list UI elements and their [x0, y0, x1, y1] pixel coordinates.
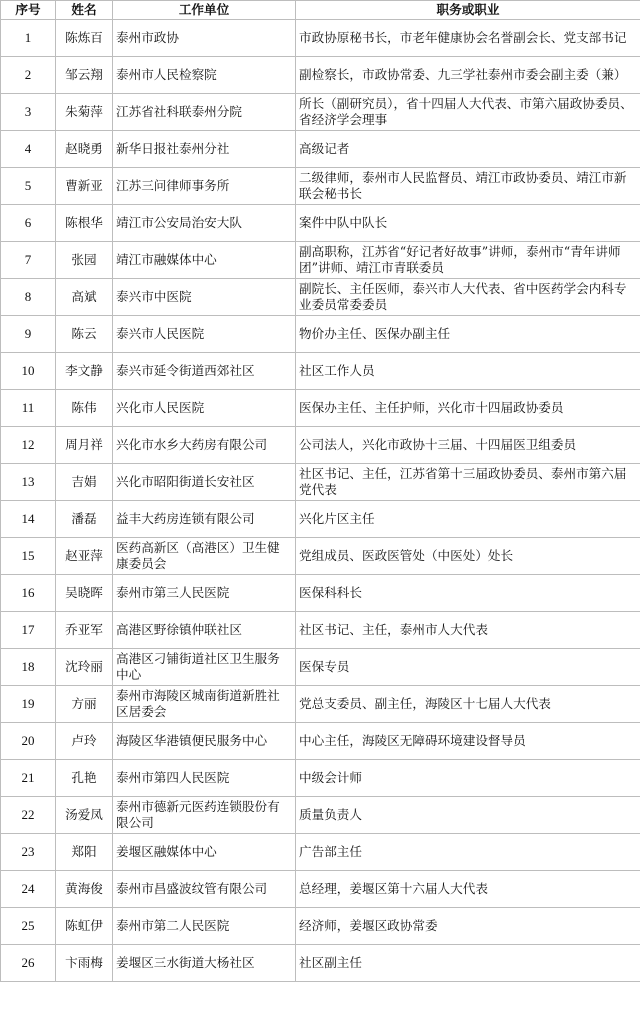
table-row — [1, 94, 640, 131]
cell-unit: 泰州市第四人民医院 — [113, 760, 296, 797]
cell-name: 周月祥 — [56, 427, 113, 464]
cell-role: 医保办主任、主任护师，兴化市十四届政协委员 — [296, 390, 640, 427]
cell-seq: 3 — [1, 94, 56, 131]
cell-role: 案件中队中队长 — [296, 205, 640, 242]
cell-role: 质量负责人 — [296, 797, 640, 834]
table-row — [1, 464, 640, 501]
cell-name: 沈玲丽 — [56, 649, 113, 686]
cell-name: 陈炼百 — [56, 20, 113, 57]
table-row — [1, 686, 640, 723]
cell-role: 副检察长，市政协常委、九三学社泰州市委会副主委（兼） — [296, 57, 640, 94]
cell-unit: 海陵区华港镇便民服务中心 — [113, 723, 296, 760]
table-row — [1, 612, 640, 649]
table-row — [1, 649, 640, 686]
cell-unit: 姜堰区三水街道大杨社区 — [113, 945, 296, 982]
cell-name: 吴晓晖 — [56, 575, 113, 612]
cell-role: 医保专员 — [296, 649, 640, 686]
cell-name: 高斌 — [56, 279, 113, 316]
cell-role: 副高职称，江苏省“好记者好故事”讲师，泰州市“青年讲师团”讲师、靖江市青联委员 — [296, 242, 640, 279]
cell-name: 乔亚军 — [56, 612, 113, 649]
cell-seq: 9 — [1, 316, 56, 353]
cell-unit: 泰州市第三人民医院 — [113, 575, 296, 612]
cell-unit: 江苏三问律师事务所 — [113, 168, 296, 205]
cell-seq: 11 — [1, 390, 56, 427]
cell-seq: 25 — [1, 908, 56, 945]
table-row — [1, 538, 640, 575]
cell-unit: 兴化市昭阳街道长安社区 — [113, 464, 296, 501]
cell-seq: 13 — [1, 464, 56, 501]
table-row — [1, 131, 640, 168]
cell-unit: 新华日报社泰州分社 — [113, 131, 296, 168]
table-row — [1, 316, 640, 353]
cell-role: 广告部主任 — [296, 834, 640, 871]
cell-role: 中心主任，海陵区无障碍环境建设督导员 — [296, 723, 640, 760]
cell-unit: 泰兴市人民医院 — [113, 316, 296, 353]
cell-name: 朱菊萍 — [56, 94, 113, 131]
cell-role: 二级律师，泰州市人民监督员、靖江市政协委员、靖江市新联会秘书长 — [296, 168, 640, 205]
cell-seq: 26 — [1, 945, 56, 982]
cell-unit: 泰州市昌盛波纹管有限公司 — [113, 871, 296, 908]
table-row — [1, 205, 640, 242]
cell-seq: 16 — [1, 575, 56, 612]
cell-name: 潘磊 — [56, 501, 113, 538]
table-row — [1, 871, 640, 908]
cell-unit: 泰州市政协 — [113, 20, 296, 57]
cell-name: 陈伟 — [56, 390, 113, 427]
cell-role: 党组成员、医政医管处（中医处）处长 — [296, 538, 640, 575]
table-row — [1, 353, 640, 390]
header-unit: 工作单位 — [113, 1, 296, 20]
table-row — [1, 797, 640, 834]
cell-role: 高级记者 — [296, 131, 640, 168]
cell-seq: 22 — [1, 797, 56, 834]
cell-seq: 15 — [1, 538, 56, 575]
cell-unit: 兴化市水乡大药房有限公司 — [113, 427, 296, 464]
cell-role: 社区书记、主任，江苏省第十三届政协委员、泰州市第六届党代表 — [296, 464, 640, 501]
cell-name: 赵晓勇 — [56, 131, 113, 168]
cell-seq: 19 — [1, 686, 56, 723]
cell-name: 李文静 — [56, 353, 113, 390]
table-row — [1, 575, 640, 612]
cell-name: 张园 — [56, 242, 113, 279]
cell-seq: 2 — [1, 57, 56, 94]
cell-seq: 17 — [1, 612, 56, 649]
cell-seq: 21 — [1, 760, 56, 797]
cell-name: 卞雨梅 — [56, 945, 113, 982]
table-row — [1, 57, 640, 94]
header-seq: 序号 — [1, 1, 56, 20]
table-row — [1, 760, 640, 797]
cell-seq: 14 — [1, 501, 56, 538]
cell-unit: 泰兴市中医院 — [113, 279, 296, 316]
cell-role: 公司法人，兴化市政协十三届、十四届医卫组委员 — [296, 427, 640, 464]
cell-name: 吉娟 — [56, 464, 113, 501]
cell-unit: 泰州市海陵区城南街道新胜社区居委会 — [113, 686, 296, 723]
cell-name: 陈云 — [56, 316, 113, 353]
cell-seq: 18 — [1, 649, 56, 686]
table-row — [1, 390, 640, 427]
cell-name: 曹新亚 — [56, 168, 113, 205]
table-row — [1, 168, 640, 205]
cell-seq: 10 — [1, 353, 56, 390]
cell-role: 总经理，姜堰区第十六届人大代表 — [296, 871, 640, 908]
header-role: 职务或职业 — [296, 1, 640, 20]
table-body — [1, 20, 640, 982]
table-row — [1, 242, 640, 279]
cell-name: 黄海俊 — [56, 871, 113, 908]
cell-name: 陈虹伊 — [56, 908, 113, 945]
cell-seq: 23 — [1, 834, 56, 871]
cell-name: 卢玲 — [56, 723, 113, 760]
cell-unit: 兴化市人民医院 — [113, 390, 296, 427]
cell-unit: 泰兴市延令街道西郊社区 — [113, 353, 296, 390]
cell-role: 中级会计师 — [296, 760, 640, 797]
cell-unit: 靖江市公安局治安大队 — [113, 205, 296, 242]
cell-seq: 4 — [1, 131, 56, 168]
cell-unit: 泰州市人民检察院 — [113, 57, 296, 94]
cell-role: 党总支委员、副主任，海陵区十七届人大代表 — [296, 686, 640, 723]
cell-seq: 20 — [1, 723, 56, 760]
cell-role: 兴化片区主任 — [296, 501, 640, 538]
cell-name: 邹云翔 — [56, 57, 113, 94]
table-row — [1, 834, 640, 871]
cell-name: 郑阳 — [56, 834, 113, 871]
table-row — [1, 723, 640, 760]
cell-unit: 益丰大药房连锁有限公司 — [113, 501, 296, 538]
cell-role: 所长（副研究员），省十四届人大代表、市第六届政协委员、省经济学会理事 — [296, 94, 640, 131]
cell-name: 孔艳 — [56, 760, 113, 797]
cell-seq: 7 — [1, 242, 56, 279]
cell-seq: 24 — [1, 871, 56, 908]
cell-unit: 泰州市第二人民医院 — [113, 908, 296, 945]
cell-seq: 8 — [1, 279, 56, 316]
header-name: 姓名 — [56, 1, 113, 20]
cell-role: 社区副主任 — [296, 945, 640, 982]
cell-role: 社区书记、主任，泰州市人大代表 — [296, 612, 640, 649]
table-row — [1, 279, 640, 316]
cell-name: 赵亚萍 — [56, 538, 113, 575]
cell-role: 市政协原秘书长，市老年健康协会名誉副会长、党支部书记 — [296, 20, 640, 57]
cell-unit: 姜堰区融媒体中心 — [113, 834, 296, 871]
cell-unit: 泰州市德新元医药连锁股份有限公司 — [113, 797, 296, 834]
cell-seq: 6 — [1, 205, 56, 242]
cell-role: 社区工作人员 — [296, 353, 640, 390]
cell-role: 经济师，姜堰区政协常委 — [296, 908, 640, 945]
table-row — [1, 501, 640, 538]
cell-unit: 靖江市融媒体中心 — [113, 242, 296, 279]
header-row — [1, 1, 640, 20]
cell-name: 方丽 — [56, 686, 113, 723]
cell-unit: 高港区刁铺街道社区卫生服务中心 — [113, 649, 296, 686]
cell-role: 副院长、主任医师，泰兴市人大代表、省中医药学会内科专业委员常委委员 — [296, 279, 640, 316]
cell-seq: 5 — [1, 168, 56, 205]
cell-role: 医保科科长 — [296, 575, 640, 612]
cell-seq: 12 — [1, 427, 56, 464]
table-row — [1, 945, 640, 982]
cell-name: 汤爱凤 — [56, 797, 113, 834]
cell-unit: 高港区野徐镇仲联社区 — [113, 612, 296, 649]
cell-role: 物价办主任、医保办副主任 — [296, 316, 640, 353]
cell-seq: 1 — [1, 20, 56, 57]
cell-unit: 医药高新区（高港区）卫生健康委员会 — [113, 538, 296, 575]
cell-name: 陈根华 — [56, 205, 113, 242]
table-row — [1, 427, 640, 464]
table-row — [1, 908, 640, 945]
cell-unit: 江苏省社科联泰州分院 — [113, 94, 296, 131]
table-row — [1, 20, 640, 57]
